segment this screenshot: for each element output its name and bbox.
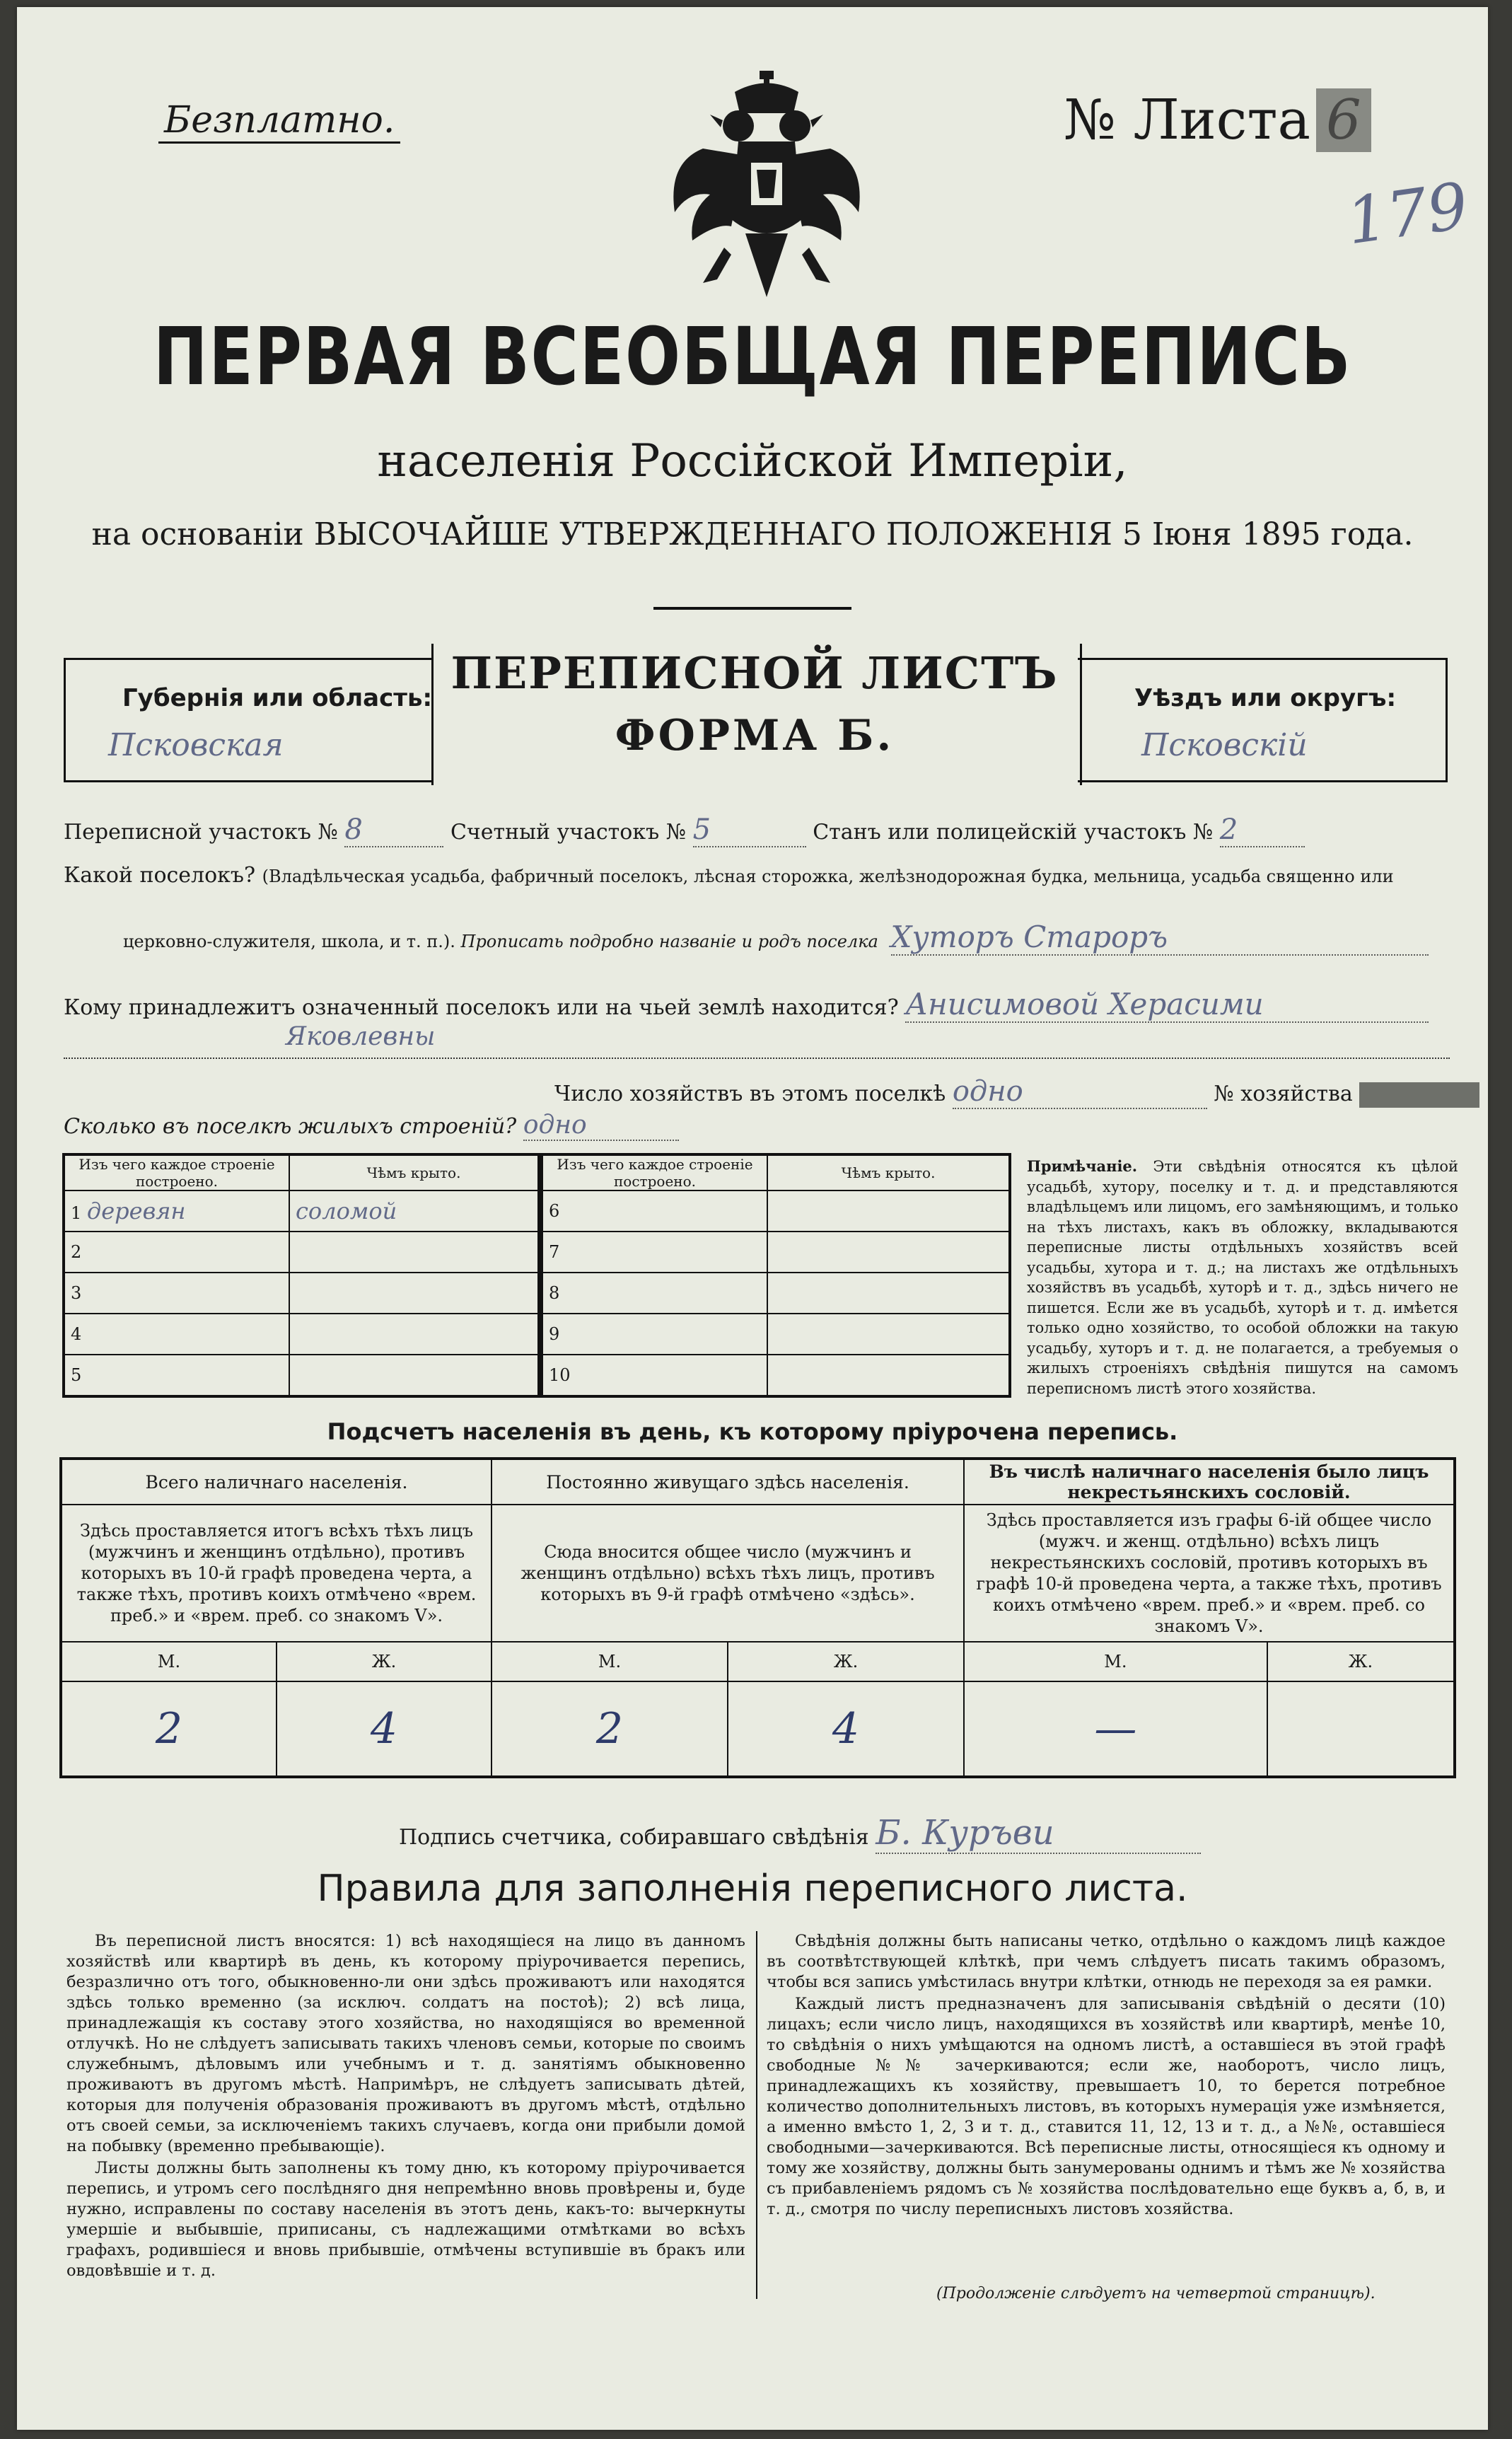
rules-left-column (66, 1931, 745, 2283)
buildings-value: одно (523, 1111, 679, 1141)
owner-row (64, 987, 1450, 1023)
col1-desc: Здѣсь проставляется итогъ всѣхъ тѣхъ лицъ (мужчинъ и женщинъ отдѣльно), противъ которыхъ въ 10-й графѣ проведена черта, а также тѣхъ, противъ коихъ отмѣчено «врем. преб.» и «врем. преб. со знакомъ V». (61, 1505, 492, 1642)
table-row: 7 (542, 1232, 1010, 1273)
household-number-label: № хозяйства (1214, 1082, 1353, 1106)
note-text: Эти свѣдѣнія относятся къ цѣлой усадьбѣ, хутору, поселку и т. д. и представляются владѣльцемъ или лицомъ, его замѣняющимъ, и только на тѣхъ листахъ, какъ въ обложку, вкладываются переписные листы отдѣльныхъ хозяйствъ всей усадьбы, хутора и т. д.; на листахъ же отдѣльныхъ хозяйствъ въ усадьбѣ, хуторѣ и т. д., здѣсь ничего не пишется. Если же въ усадьбѣ, хуторѣ и т. д. имѣется только одно хозяйство, то особой обложки на такую усадьбу, хуторъ и т. д. не полагается, а требуемыя о жилыхъ строеніяхъ свѣдѣнія пишутся на самомъ переписномъ листѣ этого хозяйства. (1027, 1158, 1458, 1397)
form-title: ПЕРЕПИСНОЙ ЛИСТЪ (450, 647, 1059, 699)
settlement-hint: (Владѣльческая усадьба, фабричный поселокъ, лѣсная сторожка, желѣзнодорожная будка, мельница, усадьба священно или (262, 867, 1394, 886)
count-area-label: Счетный участокъ № (450, 820, 687, 845)
col-roof: Чѣмъ крыто. (289, 1154, 539, 1190)
rules-paragraph: Листы должны быть заполнены къ тому дню, къ которому пріурочивается перепись, и утромъ сего послѣдняго дня непремѣнно вновь провѣрены и, буде нужно, исправлены по составу населенія въ этотъ день, какъ-то: вычеркнуты умершіе и выбывшіе, приписаны, съ надлежащими отмѣтками во всѣхъ графахъ, родившіеся и вновь прибывшіе, отмѣчены вступившіе въ бракъ или овдовѣвшіе и т. д. (66, 2159, 745, 2280)
col-material: Изъ чего каждое строеніе построено. (64, 1154, 289, 1190)
divider (653, 607, 851, 610)
m-label: М. (61, 1642, 277, 1681)
settlement-hint-2: церковно-служителя, школа, и т. п.). (123, 932, 455, 951)
province-box (64, 658, 434, 782)
resident-female: 4 (728, 1681, 964, 1777)
police-area-value: 2 (1220, 813, 1305, 847)
nonpeasant-female (1267, 1681, 1455, 1777)
population-table (59, 1457, 1456, 1778)
roof-cell: соломой (289, 1190, 539, 1232)
province-label: Губернія или область: (122, 684, 433, 712)
settlement-value: Хуторъ Староръ (891, 920, 1429, 956)
population-heading: Подсчетъ населенія въ день, къ которому пріурочена перепись. (327, 1418, 1178, 1445)
rules-paragraph: Въ переписной листъ вносятся: 1) всѣ находящіеся на лицо въ данномъ хозяйствѣ или квартирѣ въ день, къ которому пріурочивается перепись, безразлично отъ того, обыкновенно-ли они здѣсь проживаютъ или находятся здѣсь только временно (за исключ. солдатъ на постоѣ); 2) всѣ лица, принадлежащія къ составу этого хозяйства, но находящіяся во временной отлучкѣ. Но не слѣдуетъ записывать такихъ членовъ семьи, которые по своимъ служебнымъ, дѣловымъ или учебнымъ и т. д. занятіямъ обыкновенно проживаютъ въ другомъ мѣстѣ. Напримѣръ, не слѣдуетъ записывать дѣтей, которыя для полученія образованія проживаютъ въ другомъ мѣстѣ, отдѣльно отъ своей семьи, за исключеніемъ такихъ случаевъ, когда они прибыли домой на побывку (временно пребывающіе). (66, 1932, 745, 2155)
col2-title: Постоянно живущаго здѣсь населенія. (492, 1459, 964, 1505)
rules-title: Правила для заполненія переписного листа. (317, 1867, 1188, 1910)
col-material: Изъ чего каждое строеніе построено. (542, 1154, 767, 1190)
count-area-value: 5 (693, 813, 806, 847)
households-label: Число хозяйствъ въ этомъ поселкѣ (554, 1082, 946, 1106)
district-value: Псковскій (1141, 727, 1308, 763)
settlement-question: Какой поселокъ? (64, 863, 256, 888)
m-label: М. (964, 1642, 1267, 1681)
f-label: Ж. (1267, 1642, 1455, 1681)
col3-title: Въ числѣ наличнаго населенія было лицъ некрестьянскихъ сословій. (964, 1459, 1455, 1505)
nonpeasant-male: — (964, 1681, 1267, 1777)
rules-paragraph: Каждый листъ предназначенъ для записыванія свѣдѣній о десяти (10) лицахъ; если число лицъ, находящихся въ хозяйствѣ или квартирѣ, менѣе 10, то свѣдѣнія о нихъ умѣщаются на одномъ листѣ, а оставшіеся въ этой графѣ свободные №№ зачеркиваются; если же, наоборотъ, число лицъ, принадлежащихъ къ хозяйству, превышаетъ 10, то берется потребное количество дополнительныхъ листовъ, въ которыхъ нумерація уже измѣняется, а именно вмѣсто 1, 2, 3 и т. д., ставится 11, 12, 13 и т. д., а №№, оставшіеся свободными—зачеркиваются. Всѣ переписные листы, относящіеся къ одному и тому же хозяйству, должны быть занумерованы однимъ и тѣмъ же № хозяйства съ прибавленіемъ рядомъ съ № хозяйства послѣдовательно еще буквъ а, б, в, и т. д., смотря по числу переписныхъ листовъ хозяйства. (767, 1995, 1446, 2218)
buildings-table-left (62, 1153, 540, 1398)
census-sheet (17, 7, 1488, 2430)
settlement-hint-3: Прописать подробно названіе и родъ поселка (460, 932, 878, 951)
census-area-label: Переписной участокъ № (64, 820, 338, 845)
legal-basis: на основаніи ВЫСОЧАЙШЕ УТВЕРЖДЕННАГО ПОЛОЖЕНІЯ 5 Іюня 1895 года. (91, 516, 1414, 552)
rules-right-column (767, 1931, 1446, 2221)
district-box (1078, 658, 1448, 782)
signature-value: Б. Куръви (876, 1813, 1201, 1854)
table-row: 1 деревян соломой (64, 1190, 539, 1232)
note (1027, 1157, 1458, 1398)
sheet-number (1064, 88, 1371, 152)
district-label: Уѣздъ или округъ: (1134, 684, 1397, 712)
sheet-number-label: № Листа (1064, 88, 1311, 152)
owner-value: Анисимовой Херасими (905, 987, 1429, 1023)
table-row: 6 (542, 1190, 1010, 1232)
page-title: ПЕРВАЯ ВСЕОБЩАЯ ПЕРЕПИСЬ (153, 311, 1352, 403)
table-row: 9 (542, 1314, 1010, 1355)
census-area-row (64, 813, 1305, 847)
buildings-row (64, 1111, 679, 1141)
table-row: 5 (64, 1355, 539, 1396)
total-male: 2 (61, 1681, 277, 1777)
settlement-row (64, 863, 1450, 888)
table-row: 10 (542, 1355, 1010, 1396)
rules-paragraph: Свѣдѣнія должны быть написаны четко, отдѣльно о каждомъ лицѣ каждое въ соотвѣтствующей клѣткѣ, при чемъ слѣдуетъ писать такимъ образомъ, чтобы вся запись умѣстилась внутри клѣтки, отнюдь не переходя за ея рамки. (767, 1932, 1446, 1991)
table-row: 8 (542, 1273, 1010, 1314)
buildings-table-right (540, 1153, 1011, 1398)
settlement-row-2 (123, 920, 1453, 956)
corner-number: 179 (1342, 168, 1473, 260)
table-row: 2 (64, 1232, 539, 1273)
households-row (554, 1075, 1479, 1109)
buildings-question: Сколько въ поселкѣ жилыхъ строеній? (64, 1114, 517, 1139)
form-name: ФОРМА Б. (615, 711, 895, 760)
free-label: Безплатно. (158, 99, 400, 144)
col3-desc: Здѣсь проставляется изъ графы 6-ій общее число (мужч. и женщ. отдѣльно) всѣхъ лицъ некрестьянскихъ сословій, противъ которыхъ въ графѣ 10-й проведена черта, а также тѣхъ, противъ коихъ отмѣчено «врем. преб.» и «врем. преб. со знакомъ V». (964, 1505, 1455, 1642)
f-label: Ж. (277, 1642, 492, 1681)
continued-note: (Продолженіе слѣдуетъ на четвертой страницѣ). (936, 2285, 1376, 2302)
col1-title: Всего наличнаго населенія. (61, 1459, 492, 1505)
census-area-value: 8 (344, 813, 443, 847)
note-title: Примѣчаніе. (1027, 1157, 1138, 1175)
col2-desc: Сюда вносится общее число (мужчинъ и женщинъ отдѣльно) всѣхъ тѣхъ лицъ, противъ которыхъ въ 9-й графѣ отмѣчено «здѣсь». (492, 1505, 964, 1642)
province-value: Псковская (108, 727, 284, 763)
table-row: 4 (64, 1314, 539, 1355)
table-row: 3 (64, 1273, 539, 1314)
owner-value-2: Яковлевны (286, 1022, 436, 1051)
household-number-redacted (1359, 1082, 1479, 1108)
material-cell: деревян (86, 1198, 186, 1224)
sheet-number-value: 6 (1316, 88, 1371, 152)
page-subtitle: населенія Россійской Имперіи, (377, 435, 1128, 487)
resident-male: 2 (492, 1681, 728, 1777)
owner-question: Кому принадлежитъ означенный поселокъ или на чьей землѣ находится? (64, 995, 899, 1020)
double-headed-eagle-emblem-icon (661, 71, 873, 304)
column-divider (756, 1931, 757, 2299)
f-label: Ж. (728, 1642, 964, 1681)
owner-line-2 (64, 1058, 1450, 1059)
total-female: 4 (277, 1681, 492, 1777)
police-area-label: Станъ или полицейскій участокъ № (813, 820, 1214, 845)
m-label: М. (492, 1642, 728, 1681)
signature-label: Подпись счетчика, собиравшаго свѣдѣнія (399, 1825, 869, 1850)
households-value: одно (953, 1075, 1207, 1109)
col-roof: Чѣмъ крыто. (767, 1154, 1010, 1190)
signature-row (399, 1813, 1201, 1854)
